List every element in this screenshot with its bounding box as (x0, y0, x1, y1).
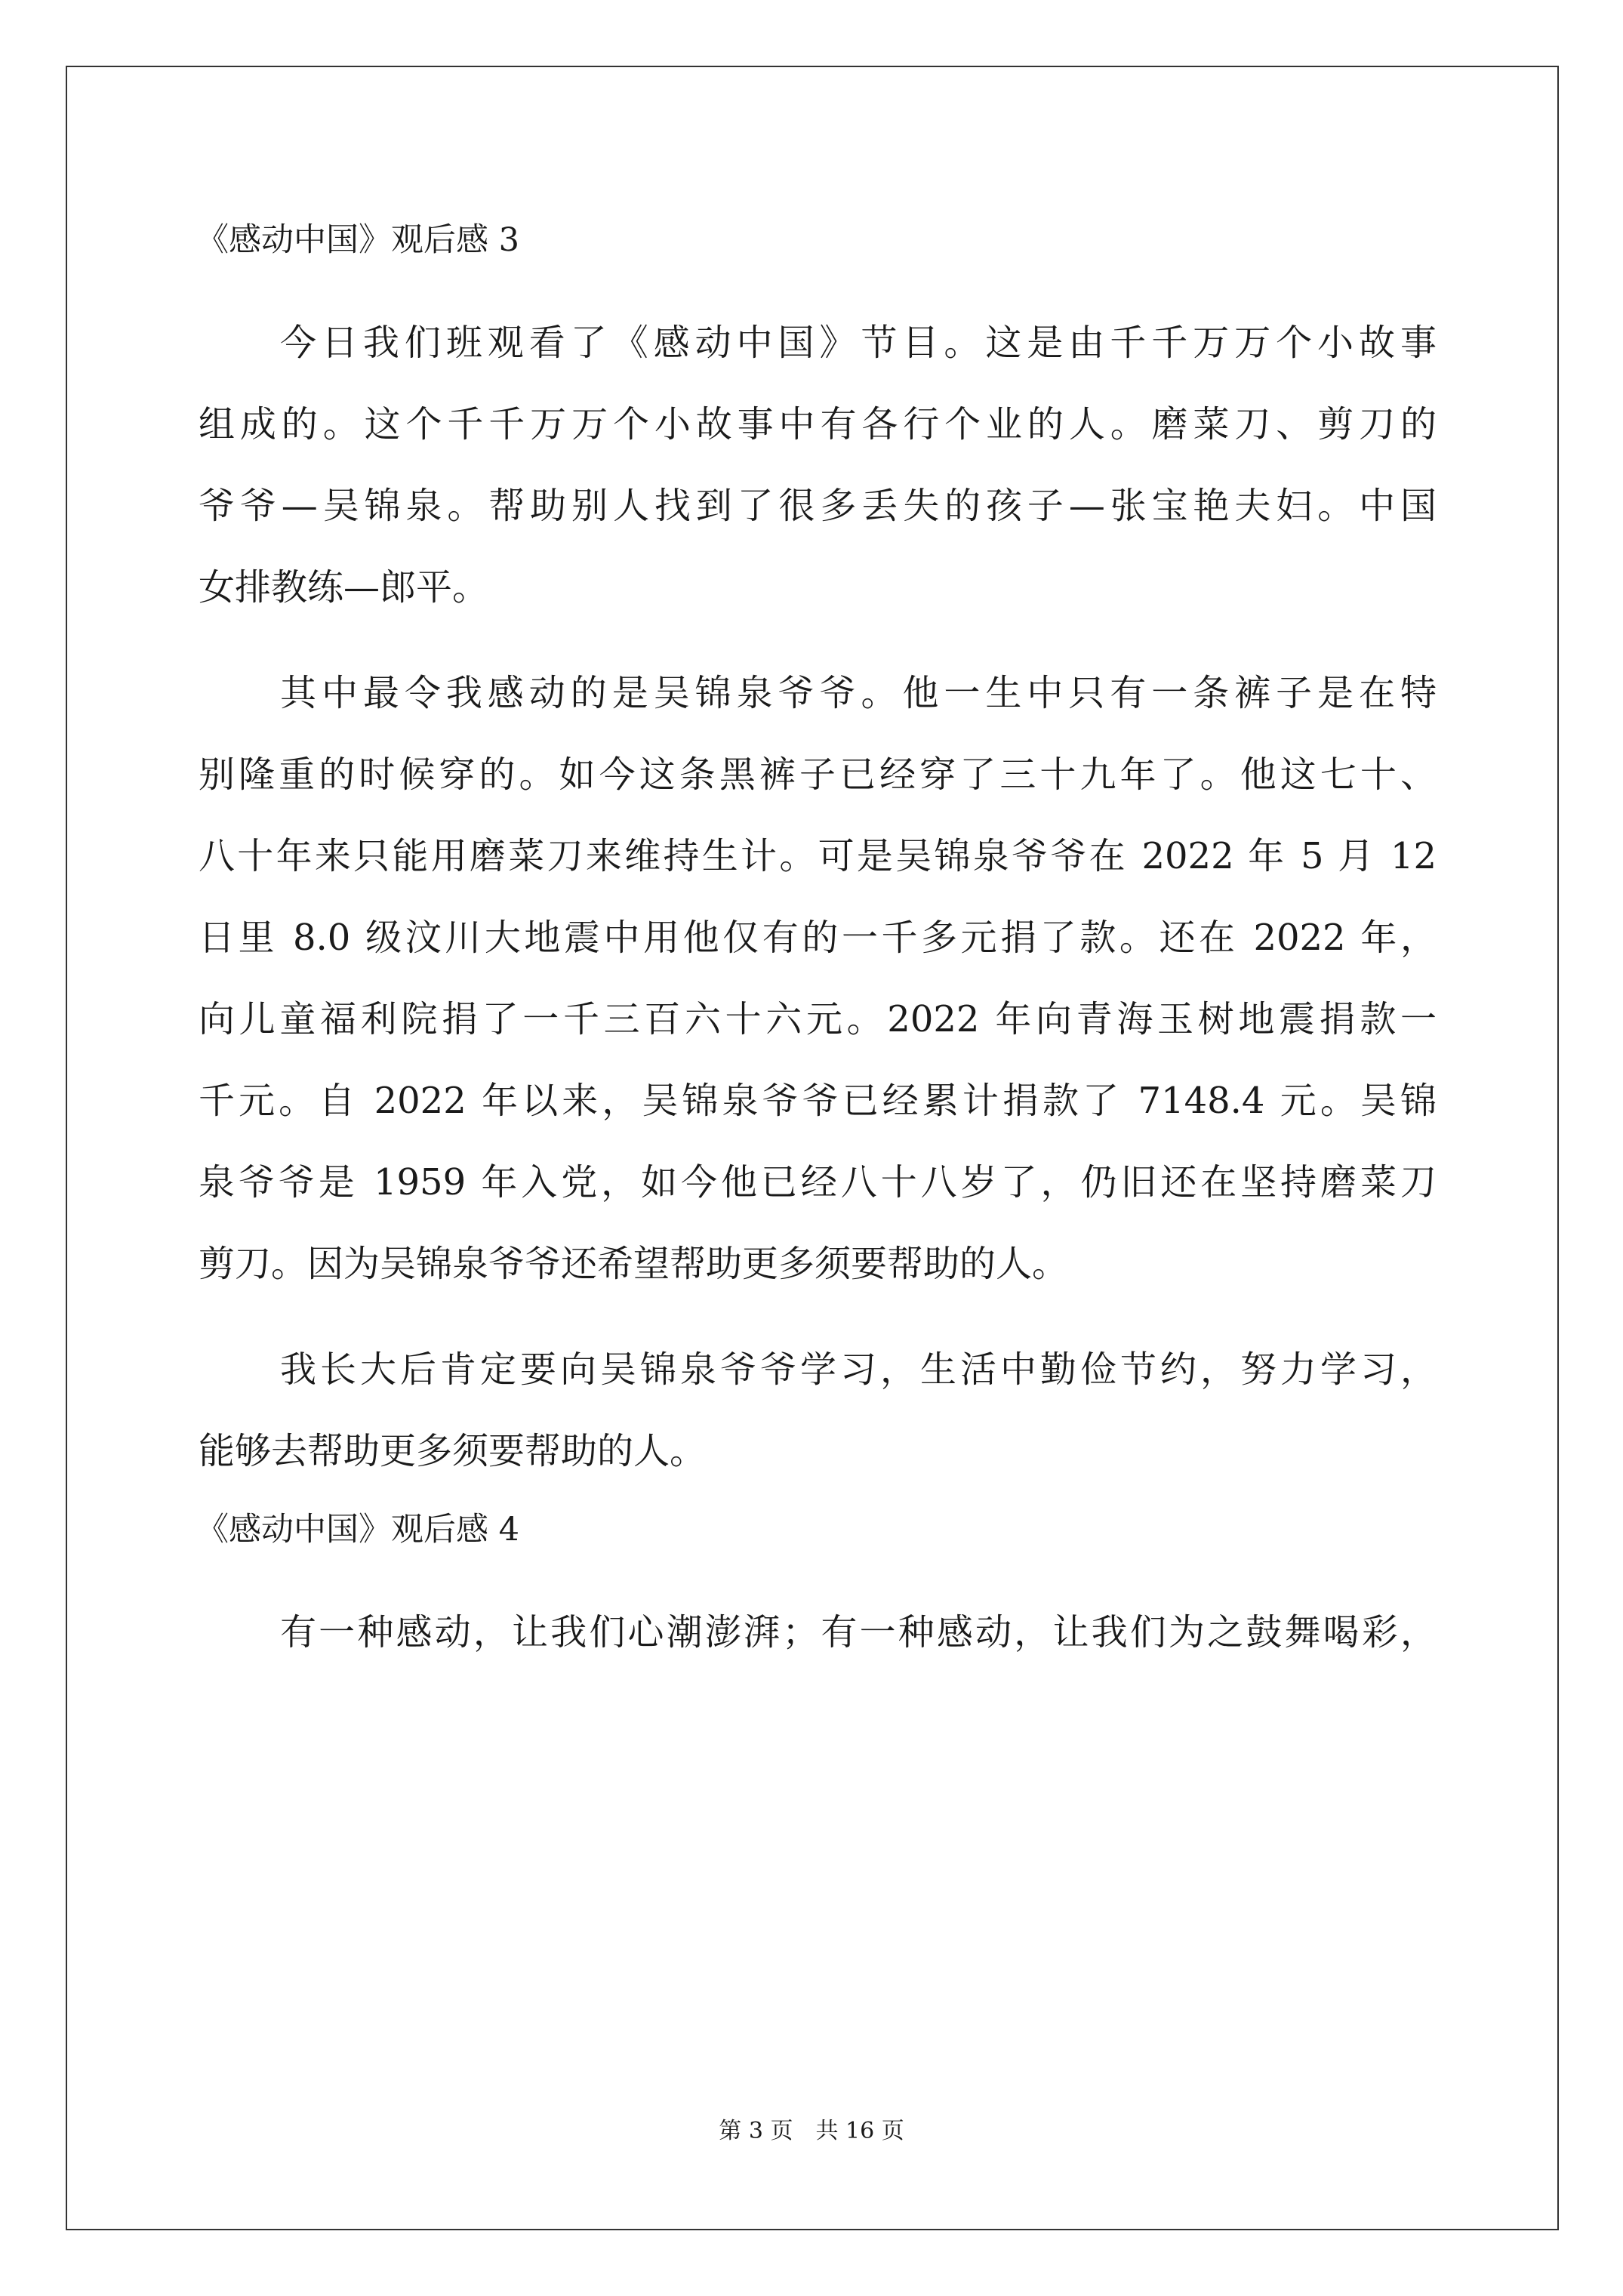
text-line: 有一种感动，让我们心潮澎湃；有一种感动，让我们为之鼓舞喝彩， (280, 1611, 1437, 1653)
paragraph (199, 1329, 1437, 1492)
paragraph (199, 1592, 1437, 1673)
text-line: 我长大后肯定要向吴锦泉爷爷学习，生活中勤俭节约，努力学习， (280, 1348, 1437, 1391)
page-footer: 第 3 页 共 16 页 (719, 2118, 904, 2144)
text-line: 能够去帮助更多须要帮助的人。 (199, 1430, 707, 1472)
text-line: 女排教练—郎平。 (199, 566, 489, 609)
text-line: 今日我们班观看了《感动中国》节目。这是由千千万万个小故事 (280, 322, 1437, 364)
paragraph (199, 302, 1437, 628)
section-heading: 《感动中国》观后感 3 (196, 221, 520, 259)
paragraph (199, 652, 1437, 1305)
text-line: 泉爷爷是 1959 年入党，如今他已经八十八岁了，仍旧还在坚持磨菜刀 (199, 1161, 1437, 1203)
section-heading: 《感动中国》观后感 4 (196, 1511, 520, 1549)
text-line: 千元。自 2022 年以来，吴锦泉爷爷已经累计捐款了 7148.4 元。吴锦 (199, 1080, 1437, 1122)
text-line: 八十年来只能用磨菜刀来维持生计。可是吴锦泉爷爷在 2022 年 5 月 12 (199, 835, 1437, 877)
text-line: 组成的。这个千千万万个小故事中有各行个业的人。磨菜刀、剪刀的 (199, 403, 1437, 445)
text-line: 其中最令我感动的是吴锦泉爷爷。他一生中只有一条裤子是在特 (280, 672, 1437, 714)
text-line: 剪刀。因为吴锦泉爷爷还希望帮助更多须要帮助的人。 (199, 1243, 1069, 1285)
text-line: 爷爷—吴锦泉。帮助别人找到了很多丢失的孩子—张宝艳夫妇。中国 (199, 485, 1437, 527)
text-line: 日里 8.0 级汶川大地震中用他仅有的一千多元捐了款。还在 2022 年， (199, 917, 1437, 959)
document-body (196, 202, 1437, 1673)
text-line: 别隆重的时候穿的。如今这条黑裤子已经穿了三十九年了。他这七十、 (199, 754, 1437, 796)
text-line: 向儿童福利院捐了一千三百六十六元。2022 年向青海玉树地震捐款一 (199, 998, 1437, 1040)
